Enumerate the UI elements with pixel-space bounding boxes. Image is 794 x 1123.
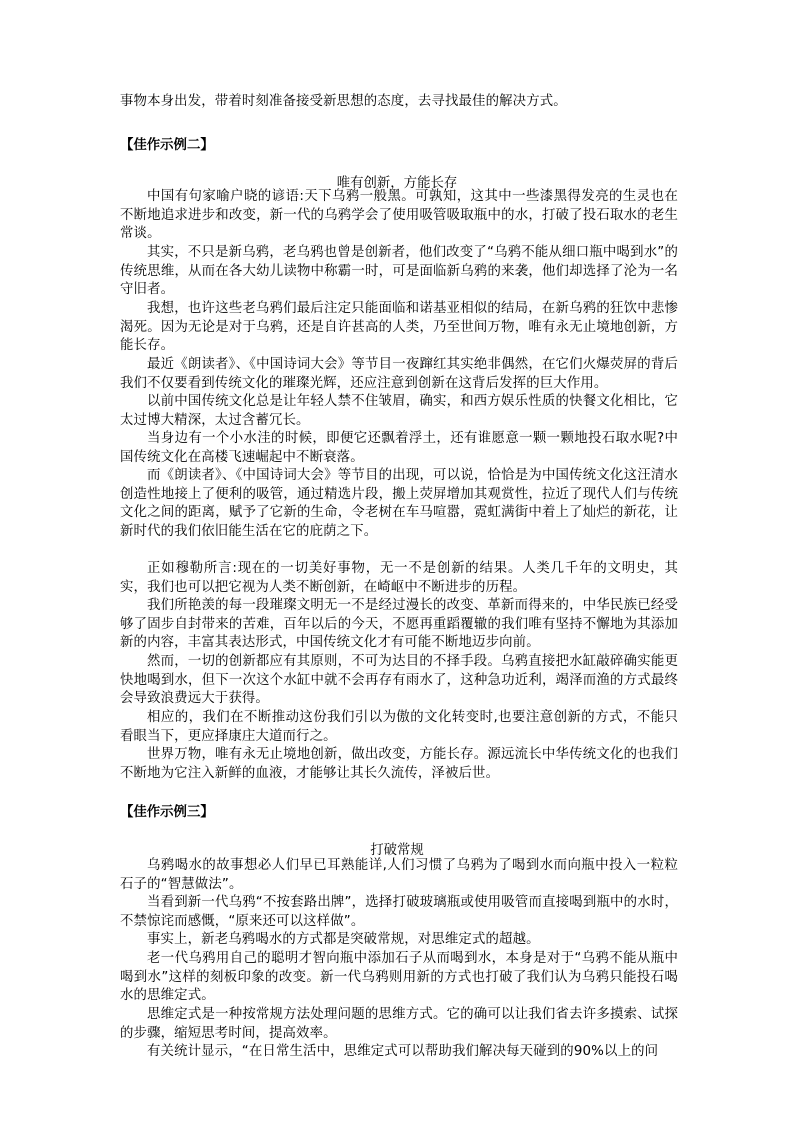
essay-2-paragraph: 世界万物，唯有永无止境地创新，做出改变，方能长存。源远流长中华传统文化的也我们不断地为它注入新鲜的血液，才能够让其长久流传，泽被后世。 bbox=[120, 747, 678, 781]
essay-2-paragraph: 中国有句家喻户晓的谚语:天下乌鸦一般黑。可孰知，这其中一些漆黑得发亮的生灵也在不断地追求进步和改变，新一代的乌鸦学会了使用吸管吸取瓶中的水，打破了投石取水的老生常谈。 bbox=[120, 189, 678, 242]
essay-2-paragraph: 当身边有一个小水洼的时候，即便它还飘着浮土，还有谁愿意一颗一颗地投石取水呢?中国传统文化在高楼飞速崛起中不断衰落。 bbox=[120, 431, 678, 465]
essay-2-paragraph: 正如穆勒所言:现在的一切美好事物，无一不是创新的结果。人类几千年的文明史，其实，我们也可以把它视为人类不断创新，在崎岖中不断进步的历程。 bbox=[120, 561, 678, 595]
essay-3-paragraph: 老一代乌鸦用自己的聪明才智向瓶中添加石子从而喝到水，本身是对于“乌鸦不能从瓶中喝到水”这样的刻板印象的改变。新一代乌鸦则用新的方式也打破了我们认为乌鸦只能投石喝水的思维定式。 bbox=[120, 951, 678, 1004]
essay-2-paragraph: 我想，也许这些老乌鸦们最后注定只能面临和诺基亚相似的结局，在新乌鸦的狂饮中悲惨渴死。因为无论是对于乌鸦，还是自许甚高的人类，乃至世间万物，唯有永无止境地创新，方能长存。 bbox=[120, 301, 678, 354]
essay-2-paragraph: 以前中国传统文化总是让年轻人禁不住皱眉，确实，和西方娱乐性质的快餐文化相比，它太过博大精深，太过含蓄冗长。 bbox=[120, 394, 678, 428]
essay-title-2: 唯有创新，方能长存 bbox=[336, 176, 458, 191]
essay-2-paragraph: 相应的，我们在不断推动这份我们引以为傲的文化转变时,也要注意创新的方式，不能只看眼当下，更应择康庄大道而行之。 bbox=[120, 710, 678, 744]
essay-2-paragraph: 而《朗读者》、《中国诗词大会》等节目的出现，可以说，恰恰是为中国传统文化这汪清水创造性地接上了便利的吸管，通过精选片段，搬上荧屏增加其观赏性，拉近了现代人们与传统文化之间的距离，赋予了它新的生命，令老树在车马喧嚣，霓虹满街中着上了灿烂的新花，让新时代的我们依旧能生活在它的庇荫之下。 bbox=[120, 468, 678, 539]
essay-3-paragraph: 当看到新一代乌鸦“不按套路出牌”，选择打破玻璃瓶或使用吸管而直接喝到瓶中的水时，不禁惊诧而感慨，“原来还可以这样做”。 bbox=[120, 895, 678, 929]
section-heading-example-2: 【佳作示例二】 bbox=[120, 138, 214, 153]
essay-3-paragraph: 乌鸦喝水的故事想必人们早已耳熟能详,人们习惯了乌鸦为了喝到水而向瓶中投入一粒粒石子的“智慧做法”。 bbox=[120, 858, 678, 892]
essay-2-paragraph: 我们所艳羡的每一段璀璨文明无一不是经过漫长的改变、革新而得来的，中华民族已经受够了固步自封带来的苦难，百年以后的今天，不愿再重蹈覆辙的我们唯有坚持不懈地为其添加新的内容，丰富其表达形式，中国传统文化才有可能不断地迈步向前。 bbox=[120, 598, 678, 651]
essay-title-3: 打破常规 bbox=[370, 843, 424, 858]
essay-3-paragraph: 事实上，新老乌鸦喝水的方式都是突破常规，对思维定式的超越。 bbox=[147, 932, 540, 947]
intro-line: 事物本身出发，带着时刻准备接受新思想的态度，去寻找最佳的解决方式。 bbox=[120, 94, 567, 109]
essay-2-paragraph: 最近《朗读者》、《中国诗词大会》等节目一夜蹿红其实绝非偶然，在它们火爆荧屏的背后我们不仅要看到传统文化的璀璨光辉，还应注意到创新在这背后发挥的巨大作用。 bbox=[120, 357, 678, 391]
essay-3-paragraph: 思维定式是一种按常规方法处理问题的思维方式。它的确可以让我们省去许多摸索、试探的步骤，缩短思考时间，提高效率。 bbox=[120, 1007, 678, 1041]
essay-2-paragraph: 其实，不只是新乌鸦，老乌鸦也曾是创新者，他们改变了“乌鸦不能从细口瓶中喝到水”的传统思维，从而在各大幼儿读物中称霸一时，可是面临新乌鸦的来袭，他们却选择了沦为一名守旧者。 bbox=[120, 245, 678, 298]
essay-2-paragraph: 然而，一切的创新都应有其原则，不可为达目的不择手段。乌鸦直接把水缸敲碎确实能更快地喝到水，但下一次这个水缸中就不会再存有雨水了，这种急功近利，竭泽而渔的方式最终会导致浪费远大于获得。 bbox=[120, 654, 678, 707]
section-heading-example-3: 【佳作示例三】 bbox=[120, 805, 214, 820]
essay-3-paragraph: 有关统计显示，“在日常生活中，思维定式可以帮助我们解决每天碰到的90%以上的问 bbox=[147, 1044, 659, 1059]
